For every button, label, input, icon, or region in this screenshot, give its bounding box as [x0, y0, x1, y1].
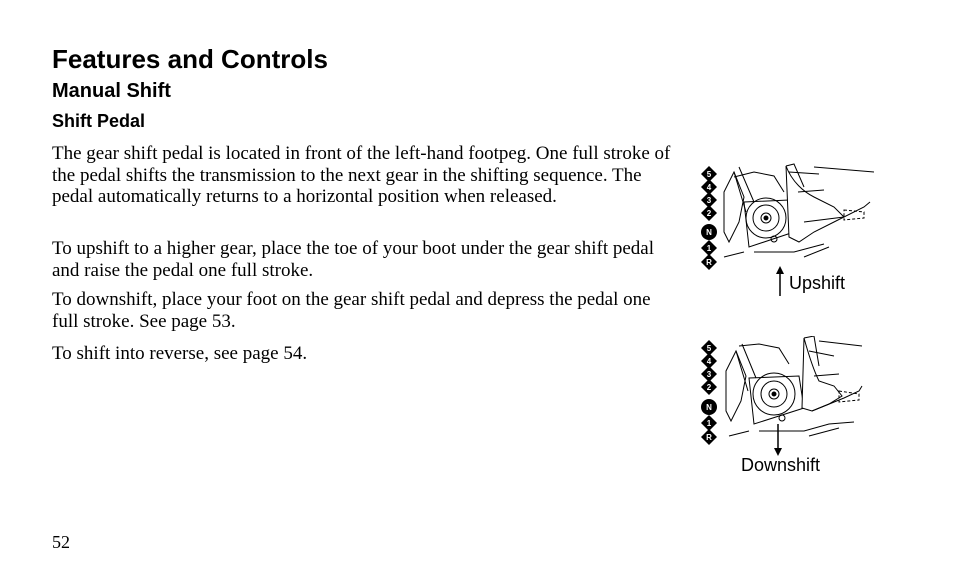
gear-indicator-column	[701, 340, 717, 445]
page-heading: Features and Controls	[52, 44, 328, 74]
paragraph-downshift: To downshift, place your foot on the gear shift pedal and depress the pedal one full stroke. See page 53.	[52, 289, 651, 332]
gear-label: 5	[706, 344, 712, 353]
upshift-arrow-icon	[774, 266, 786, 296]
gear-label: N	[706, 228, 712, 237]
gear-label: 2	[706, 383, 712, 392]
paragraph-upshift: To upshift to a higher gear, place the toe of your boot under the gear shift pedal and raise the pedal one full stroke.	[52, 238, 655, 281]
downshift-caption: Downshift	[741, 455, 821, 475]
engine-drawing	[724, 164, 874, 257]
gear-indicator-column	[701, 166, 717, 270]
gear-label: 5	[706, 170, 712, 179]
gear-label: N	[706, 403, 712, 412]
paragraph-shift-pedal-location: The gear shift pedal is located in front of the left-hand footpeg. One full stroke of the pedal shifts the transmission to the next gear in the shifting sequence. The pedal automatically returns to a horizontal position when released.	[52, 143, 671, 207]
engine-drawing	[726, 336, 862, 436]
gear-label: 3	[706, 196, 712, 205]
gear-label: 2	[706, 209, 712, 218]
gear-label: R	[706, 258, 712, 267]
upshift-caption: Upshift	[789, 273, 846, 293]
upshift-illustration	[694, 162, 874, 274]
gear-label: 1	[706, 419, 712, 428]
gear-label: 1	[706, 244, 712, 253]
paragraph-reverse: To shift into reverse, see page 54.	[52, 343, 308, 364]
gear-label: R	[706, 433, 712, 442]
gear-label: 4	[706, 357, 712, 366]
section-heading: Shift Pedal	[52, 111, 146, 131]
gear-label: 3	[706, 370, 712, 379]
page-number: 52	[52, 532, 70, 552]
downshift-arrow-icon	[772, 424, 784, 456]
subsection-heading: Manual Shift	[52, 80, 171, 102]
gear-label: 4	[706, 183, 712, 192]
